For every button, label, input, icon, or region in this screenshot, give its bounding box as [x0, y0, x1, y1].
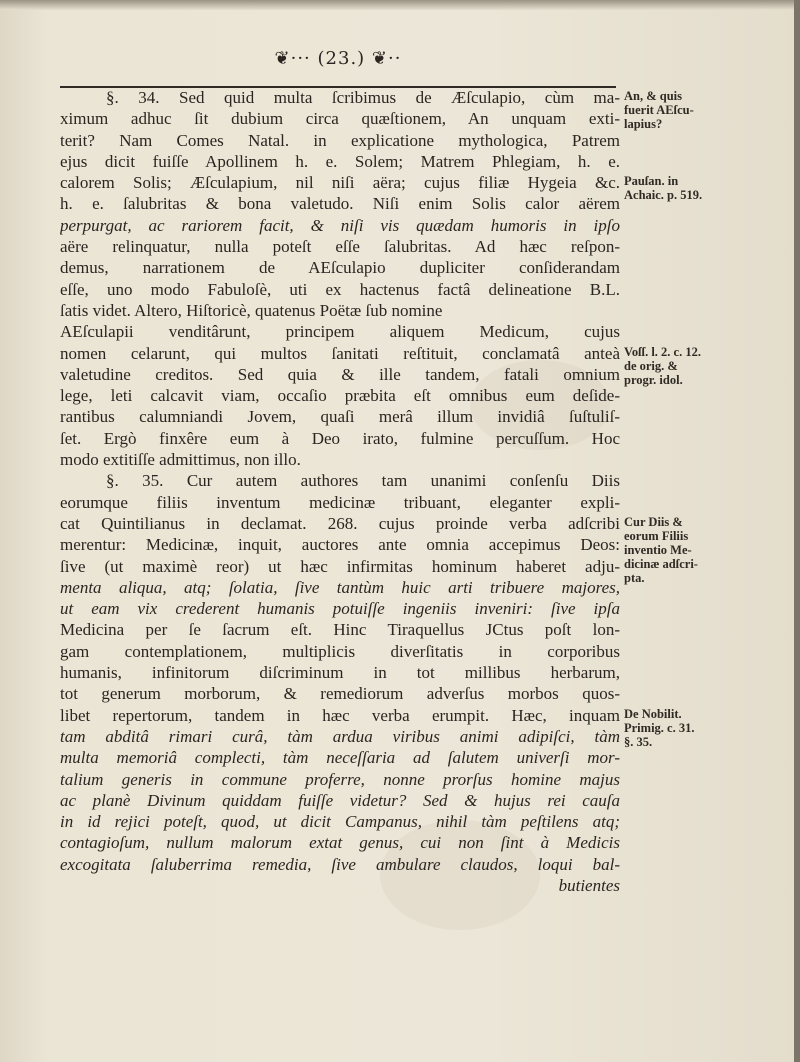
- text-line: ejus dicit fuiſſe Apollinem h. e. Solem; Matrem Phlegiam, h. e.: [60, 151, 620, 171]
- text-line: in id rejici poteſt, quod, ut dicit Campanus, nihil tàm peſtilens atq;: [60, 812, 620, 832]
- text-line: rantibus calumniandi Jovem, quaſi merâ illum invidiâ ſuſtuliſ-: [60, 407, 620, 427]
- margin-note: [624, 174, 774, 202]
- page-number: [60, 48, 616, 69]
- text-line: ſive (ut maximè reor) ut hæc infirmitas hominum haberet adju-: [60, 556, 620, 576]
- margin-note-line: Achaic. p. 519.: [624, 188, 703, 203]
- margin-note-line: progr. idol.: [624, 372, 683, 387]
- text-line: menta aliqua, atq; ſolatia, ſive tantùm huic arti tribuere majores,: [60, 577, 620, 597]
- page-right-edge: [794, 0, 800, 1062]
- text-line: excogitata ſaluberrima remedia, ſive ambulare claudos, loqui bal-: [60, 854, 620, 874]
- text-line: modo extitiſſe admittimus, non illo.: [60, 450, 301, 470]
- margin-note-line: §. 35.: [624, 734, 653, 749]
- text-line: lege, leti calcavit viam, occaſio præbita eſt omnibus eum deſide-: [60, 386, 620, 406]
- text-line: tam abditâ rimari curâ, tàm ardua viribus animi adipiſci, tàm: [60, 726, 620, 746]
- margin-note-line: fuerit AEſcu-: [624, 103, 694, 117]
- text-line: terit? Nam Comes Natal. in explicatione mythologica, Patrem: [60, 130, 620, 150]
- text-line: butientes: [558, 875, 620, 895]
- text-line: demus, narrationem de AEſculapio dupliciter conſiderandam: [60, 258, 620, 278]
- right-ornament: ❦··: [371, 48, 402, 69]
- text-line: libet repertorum, tandem in hæc verba erumpit. Hæc, inquam: [60, 705, 620, 725]
- text-line: multa memoriâ complecti, tàm neceſſaria ad ſalutem univerſi mor-: [60, 748, 620, 768]
- margin-note: [624, 707, 774, 749]
- text-line: ut eam vix crederent humanis potuiſſe ingeniis inveniri: ſive ipſa: [60, 599, 620, 619]
- text-line: Medicina per ſe ſacrum eſt. Hinc Tiraquellus JCtus poſt lon-: [60, 620, 620, 640]
- page-number-text: (23.): [317, 48, 366, 69]
- page-top-edge: [0, 0, 800, 10]
- text-line: valetudine creditos. Sed quia & ille tandem, fatali omnium: [60, 364, 620, 384]
- text-line: ſet. Ergò finxêre eum à Deo irato, fulmine percuſſum. Hoc: [60, 428, 620, 448]
- text-line: h. e. ſalubritas & bona valetudo. Niſi enim Solis calor aërem: [60, 194, 620, 214]
- margin-note-line: An, & quis: [624, 89, 683, 103]
- margin-note-line: De Nobilit.: [624, 706, 682, 721]
- margin-note-line: pta.: [624, 571, 645, 585]
- text-line: gam contemplationem, multiplicis diverſitatis in corporibus: [60, 641, 620, 661]
- page-header: [60, 46, 616, 78]
- text-line: ſatis videt. Altero, Hiſtoricè, quatenus Poëtæ ſub nomine: [60, 300, 443, 320]
- margin-note: [624, 515, 774, 585]
- text-line: AEſculapii venditârunt, principem aliquem Medicum, cujus: [60, 322, 620, 342]
- margin-note-line: Cur Diis &: [624, 515, 683, 529]
- margin-note-line: de orig. &: [624, 358, 678, 373]
- text-line: tot generum morborum, & remediorum adverſus morbos quos-: [60, 684, 620, 704]
- margin-note-line: Pauſan. in: [624, 174, 679, 189]
- text-line: calorem Solis; Æſculapium, nil niſi aëra; cujus filiæ Hygeia &c.: [60, 173, 620, 193]
- text-line: §. 35. Cur autem authores tam unanimi conſenſu Diis: [106, 471, 620, 491]
- margin-note: [624, 345, 774, 387]
- margin-note-line: inventio Me-: [624, 543, 692, 557]
- text-line: humanis, infinitorum diſcriminum in tot millibus herbarum,: [60, 663, 620, 683]
- margin-note-line: eorum Filiis: [624, 529, 689, 543]
- text-line: contagioſum, nullum malorum extat genus, cui non ſint à Medicis: [60, 833, 620, 853]
- text-line: eorumque filiis inventum medicinæ tribuant, eleganter expli-: [60, 492, 620, 512]
- margin-note-line: Voſſ. l. 2. c. 12.: [624, 344, 701, 359]
- text-line: merentur: Medicinæ, inquit, auctores ante omnia accepimus Deos:: [60, 535, 620, 555]
- main-text: [60, 87, 620, 896]
- margin-note-line: lapius?: [624, 117, 663, 131]
- text-line: talium generis in commune proferre, nonne prorſus homine majus: [60, 769, 620, 789]
- text-line: aëre relinquatur, nulla poteſt eſſe ſalubritas. Ad hæc reſpon-: [60, 237, 620, 257]
- text-line: perpurgat, ac rariorem facit, & niſi vis quædam humoris in ipſo: [60, 215, 620, 235]
- margin-note-line: Primig. c. 31.: [624, 720, 695, 735]
- text-line: ximum adhuc ſit dubium circa quæſtionem, An unquam exti-: [60, 109, 620, 129]
- text-line: ac planè Divinum quiddam fuiſſe videtur? Sed & hujus rei cauſa: [60, 790, 620, 810]
- margin-note: [624, 89, 774, 131]
- margin-note-line: dicinæ adſcri-: [624, 557, 698, 571]
- text-line: eſſe, uno modo Fabuloſè, uti ex hactenus factâ delineatione B.L.: [60, 279, 620, 299]
- left-ornament: ❦···: [274, 48, 311, 69]
- text-line: nomen celarunt, qui multos ſanitati reſtituit, conclamatâ anteà: [60, 343, 620, 363]
- text-line: cat Quintilianus in declamat. 268. cujus proinde verba adſcribi: [60, 513, 620, 533]
- text-line: §. 34. Sed quid multa ſcribimus de Æſculapio, cùm ma-: [106, 88, 620, 107]
